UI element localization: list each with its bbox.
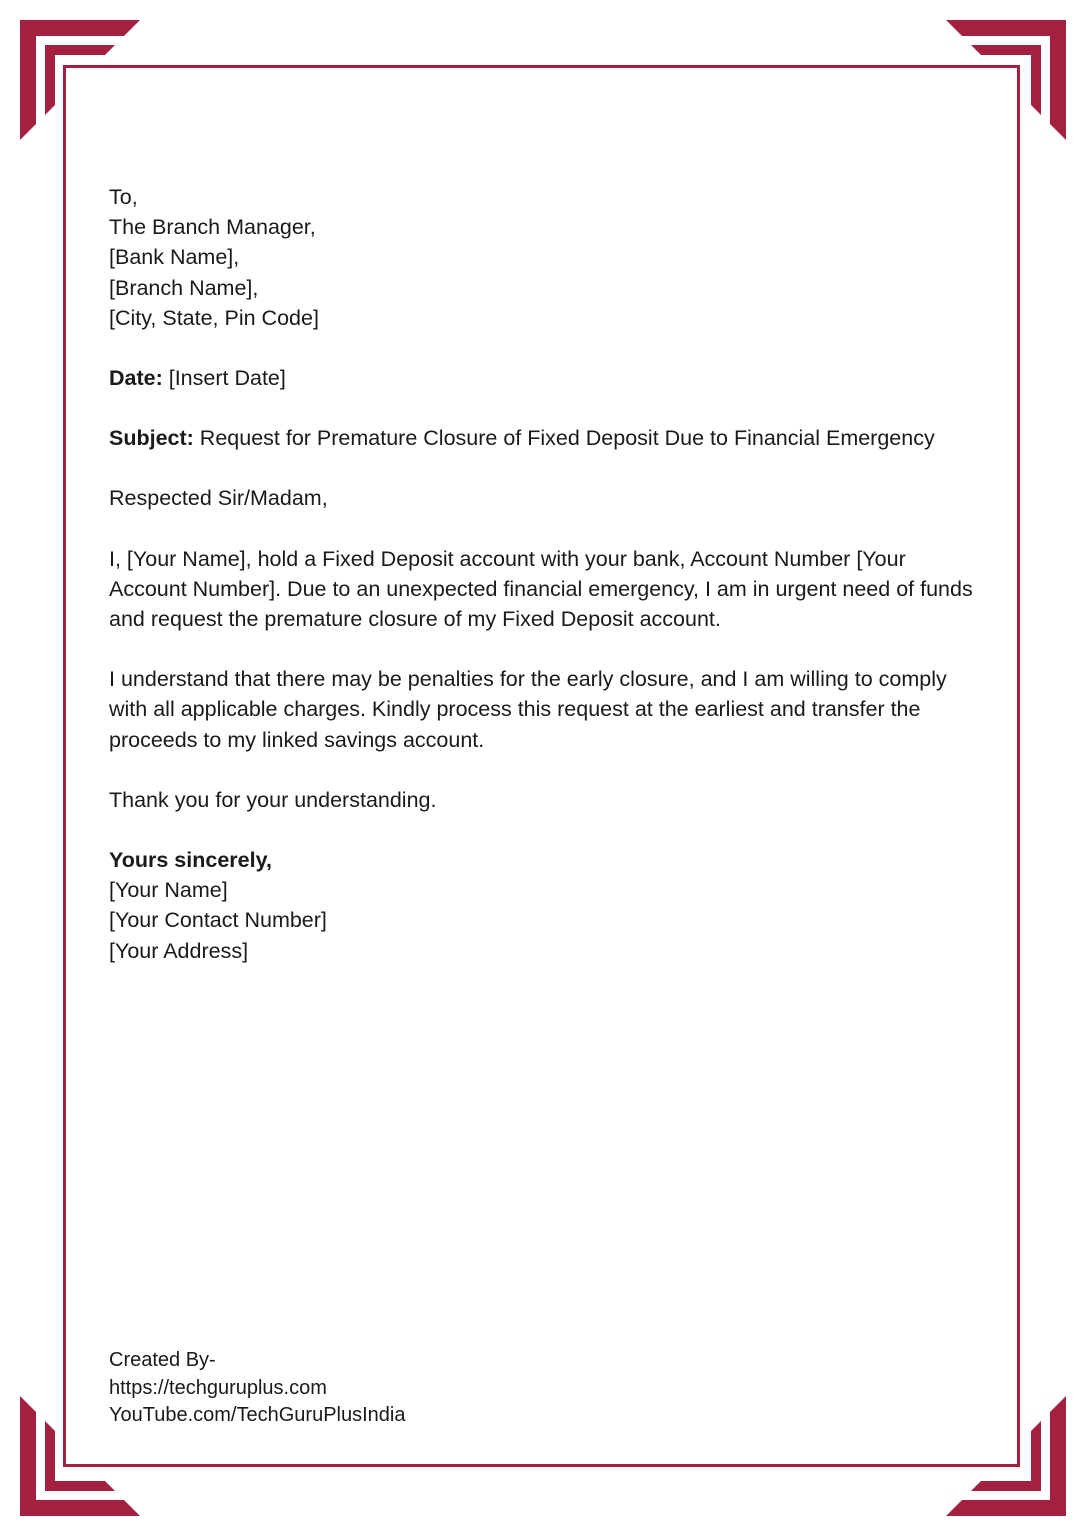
signoff-contact: [Your Contact Number] xyxy=(109,908,327,933)
corner-ornament-top-left xyxy=(20,20,145,145)
subject-value: Request for Premature Closure of Fixed Deposit Due to Financial Emergency xyxy=(193,426,935,451)
footer-credits xyxy=(109,1347,405,1430)
letter-body xyxy=(109,182,979,966)
recipient-bank: [Bank Name], xyxy=(109,245,240,270)
footer-website-link[interactable]: https://techguruplus.com xyxy=(109,1376,327,1399)
footer-created-by: Created By- xyxy=(109,1349,216,1371)
body-paragraph-2: I understand that there may be penalties for the early closure, and I am willing to comply with all applicable charges. Kindly process this request at the earliest and transfer the proceeds to my linked savings account. xyxy=(109,667,947,752)
subject-line xyxy=(109,423,979,453)
date-label: Date: xyxy=(109,366,163,391)
recipient-branch: [Branch Name], xyxy=(109,275,259,300)
signoff-address: [Your Address] xyxy=(109,938,249,963)
signoff-closing: Yours sincerely, xyxy=(109,848,272,873)
recipient-address: [City, State, Pin Code] xyxy=(109,305,319,330)
recipient-block xyxy=(109,182,979,333)
recipient-title: The Branch Manager, xyxy=(109,215,316,240)
body-paragraph-3: Thank you for your understanding. xyxy=(109,787,437,812)
corner-ornament-top-right xyxy=(941,20,1066,145)
subject-label: Subject: xyxy=(109,426,194,451)
signoff-block xyxy=(109,845,979,966)
date-value: [Insert Date] xyxy=(162,366,286,391)
salutation: Respected Sir/Madam, xyxy=(109,486,328,511)
corner-ornament-bottom-right xyxy=(941,1391,1066,1516)
date-line xyxy=(109,363,979,393)
body-paragraph-1: I, [Your Name], hold a Fixed Deposit account with your bank, Account Number [Your Account Number]. Due to an unexpected financial emergency, I am in urgent need of funds and request the premature closure of my Fixed Deposit account. xyxy=(109,546,973,632)
signoff-name: [Your Name] xyxy=(109,878,228,903)
footer-youtube-link[interactable]: YouTube.com/TechGuruPlusIndia xyxy=(109,1404,406,1426)
recipient-to: To, xyxy=(109,185,138,209)
